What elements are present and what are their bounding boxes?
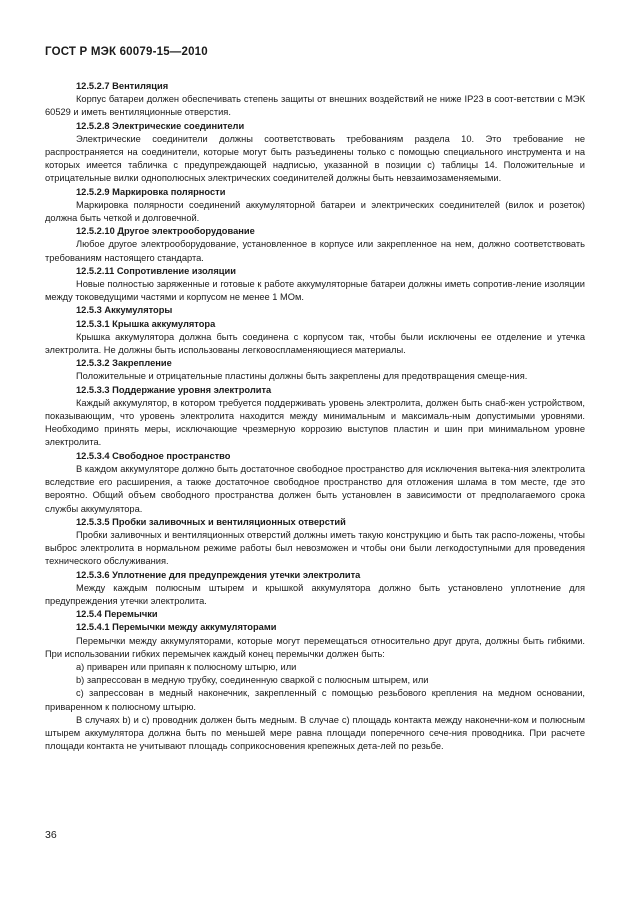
paragraph: Между каждым полюсным штырем и крышкой аккумулятора должно быть установлено уплотнение для предупреждения утечки электролита. bbox=[45, 582, 585, 606]
section-heading: 12.5.3.1 Крышка аккумулятора bbox=[76, 318, 216, 329]
paragraph: Корпус батареи должен обеспечивать степень защиты от внешних воздействий не ниже IP23 в соот-ветствии с МЭК 60529 и иметь вентиляционные отверстия. bbox=[45, 94, 585, 118]
section-heading: 12.5.4 Перемычки bbox=[76, 609, 158, 620]
section-heading: 12.5.2.7 Вентиляция bbox=[76, 81, 169, 91]
paragraph: Новые полностью заряженные и готовые к работе аккумуляторные батареи должны иметь сопротив-ление изоляции между токоведущими частями и корпусом не менее 1 МОм. bbox=[45, 279, 585, 303]
page-number: 36 bbox=[45, 829, 57, 841]
section-heading: 12.5.3.5 Пробки заливочных и вентиляционных отверстий bbox=[76, 516, 346, 527]
document-header: ГОСТ Р МЭК 60079-15—2010 bbox=[45, 46, 208, 58]
section-heading: 12.5.3.2 Закрепление bbox=[76, 358, 172, 369]
paragraph: c) запрессован в медный наконечник, закрепленный с помощью резьбового крепления на медном основании, приваренном к полюсному штырю. bbox=[45, 688, 585, 712]
paragraph: Каждый аккумулятор, в котором требуется поддерживать уровень электролита, должен быть снаб-жен устройством, показывающим, что уровень электролита находится между минимальным и максималь-ным допустимыми уровнями. Необходимо принять меры, исключающие чрезмерную коррозию выступов пластин и шин при минимальном уровне электролита. bbox=[45, 397, 585, 448]
section-heading: 12.5.2.8 Электрические соединители bbox=[76, 120, 245, 131]
paragraph: В случаях b) и c) проводник должен быть медным. В случае c) площадь контакта между наконечни-ком и полюсным штырем аккумулятора должна быть по меньшей мере равна площади поперечного сече-ния проводника. При расчете площади контакта не учитывают площадь соприкосновения крепежных дета-лей по резьбе. bbox=[45, 714, 585, 752]
section-heading: 12.5.2.10 Другое электрооборудование bbox=[76, 226, 255, 237]
paragraph: Любое другое электрооборудование, установленное в корпусе или закрепленное на нем, должно соответствовать требованиям настоящего стандарта. bbox=[45, 239, 585, 263]
paragraph: Крышка аккумулятора должна быть соединена с корпусом так, чтобы были исключены ее отделение и утечка электролита. Не должны быть использованы легковоспламеняющиеся материалы. bbox=[45, 331, 585, 356]
paragraph: Пробки заливочных и вентиляционных отверстий должны иметь такую конструкцию и быть так распо-ложены, чтобы выброс электролита в нормальном режиме работы был невозможен и чтобы они были легкодоступными для проведения технического обслуживания. bbox=[45, 529, 585, 567]
section-heading: 12.5.3.4 Свободное пространство bbox=[76, 450, 231, 461]
section-heading: 12.5.2.11 Сопротивление изоляции bbox=[76, 265, 236, 276]
section-heading: 12.5.3.6 Уплотнение для предупреждения утечки электролита bbox=[76, 569, 361, 580]
paragraph: а) приварен или припаян к полюсному штырю, или bbox=[76, 661, 297, 672]
paragraph: Перемычки между аккумуляторами, которые могут перемещаться относительно друг друга, должны быть гибкими. При использовании гибких перемычек каждый конец перемычки должен быть: bbox=[45, 635, 585, 659]
paragraph: Маркировка полярности соединений аккумуляторной батареи и электрических соединителей (вилок и розеток) должна быть четкой и долговечной. bbox=[45, 199, 585, 224]
section-heading: 12.5.4.1 Перемычки между аккумуляторами bbox=[76, 622, 277, 633]
section-heading: 12.5.3 Аккумуляторы bbox=[76, 305, 173, 316]
paragraph: b) запрессован в медную трубку, соединенную сваркой с полюсным штырем, или bbox=[76, 675, 429, 686]
section-heading: 12.5.2.9 Маркировка полярности bbox=[76, 186, 226, 197]
paragraph: В каждом аккумуляторе должно быть достаточное свободное пространство для исключения вытека-ния электролита вследствие его расширения, а также достаточное свободное пространство для отложения шлама в том месте, где это вероятно. Общий объем свободного пространства должен быть установлен в зависимости от предполагаемого срока службы аккумулятора. bbox=[45, 463, 585, 514]
paragraph: Положительные и отрицательные пластины должны быть закреплены для предотвращения смеще-ния. bbox=[76, 371, 528, 382]
paragraph: Электрические соединители должны соответствовать требованиям раздела 10. Это требование не распространяется на соединители, которые могут быть разъединены только с помощью специального инструмента и на которых имеется табличка с предупреждающей надписью, указанной в позиции с) таблицы 14. Положительные и отрицательные вилки однополюсных электрических соединителей должны быть невзаимозаменяемыми. bbox=[45, 133, 585, 184]
document-body bbox=[45, 80, 585, 753]
section-heading: 12.5.3.3 Поддержание уровня электролита bbox=[76, 384, 272, 395]
